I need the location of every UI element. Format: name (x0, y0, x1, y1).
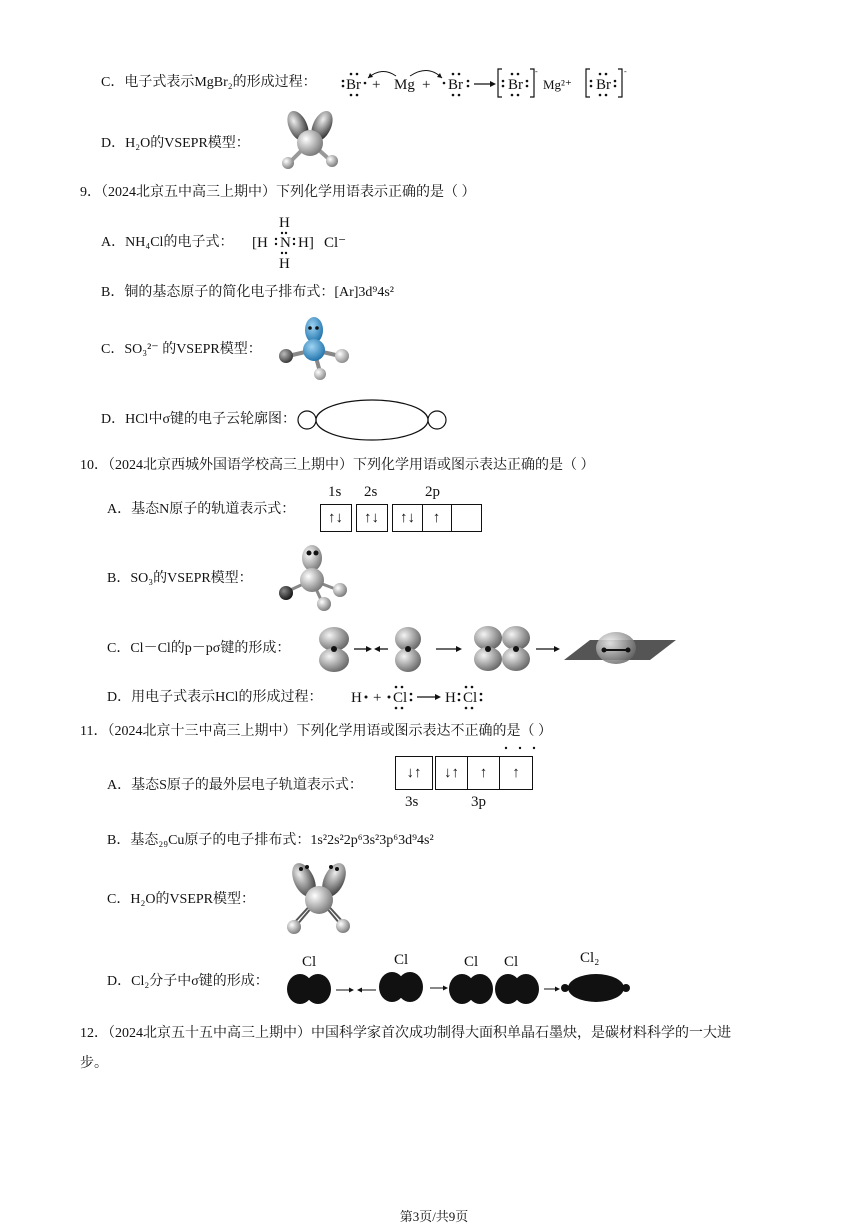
so3-vsepr-model (274, 542, 354, 612)
bromide-ion-right: Br (596, 77, 611, 93)
svg-text:Cl⁻: Cl⁻ (324, 235, 347, 251)
mgbr2-formation-diagram (338, 64, 638, 102)
label-1s: 1s (328, 484, 342, 500)
svg-text:[H: [H (252, 235, 268, 251)
label-2p: 2p (425, 484, 440, 500)
br-atom-left: Br (346, 77, 361, 93)
orbital-3p: ↓↑ ↑ ↑ (435, 756, 533, 790)
label-3s: 3s (405, 794, 419, 810)
svg-text:+: + (372, 77, 381, 93)
q10-option-d: D．用电子式表示HCl的形成过程： (107, 690, 323, 705)
orbital-2p: ↑↓ ↑ (392, 504, 482, 532)
q9-option-c: C．SO₃²⁻ 的VSEPR模型： (101, 342, 262, 357)
q10-option-a: A．基态N原子的轨道表示式： (107, 502, 296, 517)
svg-text:H: H (279, 256, 290, 271)
q9-option-d: D．HCl中σ键的电子云轮廓图： (101, 412, 296, 427)
orbital-2s: ↑↓ (356, 504, 388, 532)
question-12-stem-cont: 步。 (80, 1056, 108, 1071)
q11-option-c: C．H₂O的VSEPR模型： (107, 892, 256, 907)
svg-text:N: N (280, 235, 291, 251)
page-footer: 第3页/共9页 (399, 1209, 469, 1224)
h2o-vsepr-model-2 (282, 860, 356, 940)
h2o-vsepr-model-1 (276, 108, 346, 174)
svg-text:Cl: Cl (463, 690, 478, 706)
so3-2-vsepr-model (276, 314, 356, 384)
svg-text:Cl: Cl (302, 954, 317, 970)
q8-option-c: C．电子式表示MgBr₂的形成过程： (101, 75, 317, 90)
magnesium-ion: Mg²⁺ (543, 77, 572, 92)
svg-text:Cl: Cl (393, 690, 408, 706)
svg-text:H: H (279, 215, 290, 231)
question-10-stem: 10．（2024北京西城外国语学校高三上期中）下列化学用语或图示表达正确的是（ ） (80, 458, 595, 473)
svg-text:+: + (422, 77, 431, 93)
svg-text:Cl: Cl (464, 954, 479, 970)
svg-text:-: - (535, 67, 538, 76)
svg-text:Cl: Cl (394, 952, 409, 968)
cl2-sigma-bond-formation (284, 946, 634, 1008)
question-11-stem: 11．（2024北京十三中高三上期中）下列化学用语或图示表达不正确的是（ ） (80, 724, 552, 739)
label-2s: 2s (364, 484, 378, 500)
n-orbital-diagram (320, 482, 482, 532)
s-orbital-diagram (395, 756, 535, 812)
hcl-formation-electron-diagram (349, 682, 499, 712)
svg-text:Cl₂: Cl₂ (580, 950, 600, 966)
q11-option-b: B．基态₂₉Cu原子的电子排布式：1s²2s²2p⁶3s²3p⁶3d⁹4s² (107, 833, 434, 848)
orbital-1s: ↑↓ (320, 504, 352, 532)
hcl-sigma-bond-cloud (293, 396, 451, 444)
bromide-ion-left: Br (508, 77, 523, 93)
cl-cl-p-p-sigma-diagram (314, 622, 678, 676)
svg-text:H: H (351, 690, 362, 706)
label-3p: 3p (471, 794, 486, 810)
nh4cl-electron-formula (252, 213, 362, 271)
q9-option-a: A．NH₄Cl的电子式： (101, 235, 234, 250)
q11-option-d: D．Cl₂分子中σ键的形成： (107, 974, 269, 989)
svg-text:H]: H] (298, 235, 314, 251)
svg-text:H: H (445, 690, 456, 706)
svg-text:Cl: Cl (504, 954, 519, 970)
svg-text:-: - (624, 67, 627, 76)
q10-option-c: C．Cl－Cl的p－pσ键的形成： (107, 641, 291, 656)
svg-text:+: + (373, 690, 382, 706)
q10-option-b: B．SO₃的VSEPR模型： (107, 571, 253, 586)
q9-option-b: B．铜的基态原子的简化电子排布式：[Ar]3d⁹4s² (101, 285, 394, 300)
br-atom-right: Br (448, 77, 463, 93)
q11-option-a: A．基态S原子的最外层电子轨道表示式： (107, 778, 363, 793)
emphasis-dots (503, 740, 543, 746)
orbital-3s: ↓↑ (395, 756, 433, 790)
mg-atom: Mg (394, 77, 415, 93)
question-9-stem: 9．（2024北京五中高三上期中）下列化学用语表示正确的是（ ） (80, 185, 476, 200)
question-12-stem: 12．（2024北京五十五中高三上期中）中国科学家首次成功制得大面积单晶石墨炔，是碳材料科学的一大进 (80, 1026, 731, 1041)
q8-option-d: D．H₂O的VSEPR模型： (101, 136, 250, 151)
